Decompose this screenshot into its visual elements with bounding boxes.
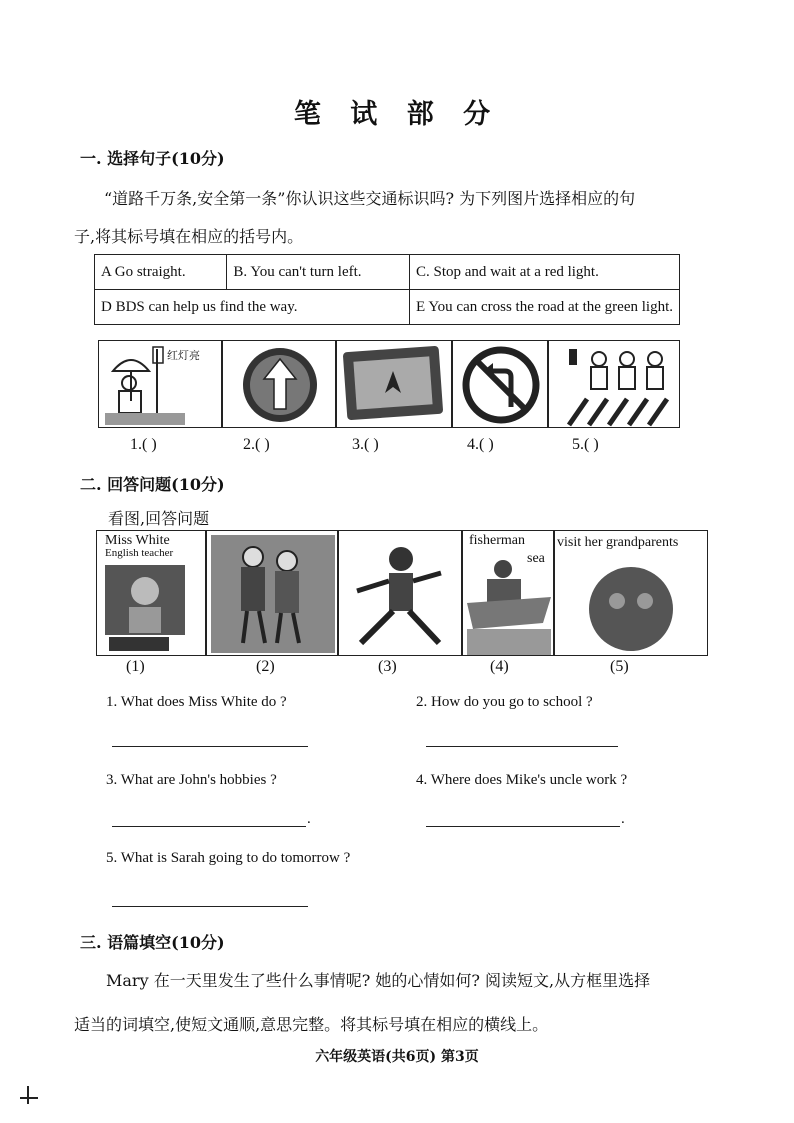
answer-line-5[interactable] <box>112 906 308 907</box>
question-2: 2. How do you go to school ? <box>416 694 593 710</box>
question-5: 5. What is Sarah going to do tomorrow ? <box>106 850 351 866</box>
traffic-picture-3 <box>336 340 452 428</box>
section-3-line1: Mary 在一天里发生了些什么事情呢? 她的心情如何? 阅读短文,从方框里选择 <box>106 971 651 990</box>
english-teacher-caption: English teacher <box>105 547 174 559</box>
picture-number-3: (3) <box>378 658 397 675</box>
question-picture-1 <box>96 530 206 656</box>
section-2-intro: 看图,回答问题 <box>108 509 210 528</box>
fisherman-caption: fisherman <box>469 533 525 548</box>
answer-4[interactable]: 4.( ) <box>467 436 494 453</box>
section-1-heading: 一. 选择句子(10分) <box>80 149 225 168</box>
section-3-line2: 适当的词填空,使短文通顺,意思完整。将其标号填在相应的横线上。 <box>74 1015 549 1034</box>
answer-line-3[interactable] <box>112 826 306 827</box>
traffic-picture-5 <box>548 340 680 428</box>
page-title: 笔 试 部 分 <box>293 99 501 130</box>
crosswalk-children-icon <box>549 341 680 428</box>
sea-caption: sea <box>527 551 545 566</box>
traffic-picture-4 <box>452 340 548 428</box>
umbrella-child-icon <box>99 341 222 428</box>
question-picture-2 <box>206 530 338 656</box>
section-1-intro-line1: “道路千万条,安全第一条”你认识这些交通标识吗? 为下列图片选择相应的句 <box>104 189 636 208</box>
answer-2[interactable]: 2.( ) <box>243 436 270 453</box>
children-walking-icon <box>207 531 338 656</box>
question-picture-3 <box>338 530 462 656</box>
kungfu-boy-icon <box>339 531 462 656</box>
section-3-heading: 三. 语篇填空(10分) <box>80 933 225 952</box>
go-straight-sign-icon <box>223 341 336 428</box>
binding-mark-icon <box>16 1082 40 1106</box>
visit-grandparents-caption: visit her grandparents <box>557 535 679 550</box>
answer-3[interactable]: 3.( ) <box>352 436 379 453</box>
miss-white-caption: Miss White <box>105 533 170 548</box>
answer-1[interactable]: 1.( ) <box>130 436 157 453</box>
picture-number-2: (2) <box>256 658 275 675</box>
red-light-label: 红灯亮 <box>167 349 200 362</box>
answer-line-3-period: . <box>307 811 311 827</box>
option-a: A Go straight. <box>95 255 227 290</box>
question-picture-5 <box>554 530 708 656</box>
question-picture-4 <box>462 530 554 656</box>
fisherman-boat-icon <box>463 531 554 656</box>
answer-line-1[interactable] <box>112 746 308 747</box>
traffic-picture-1 <box>98 340 222 428</box>
option-c: C. Stop and wait at a red light. <box>409 255 679 290</box>
option-e: E You can cross the road at the green light. <box>409 290 679 325</box>
section-1-intro-line2: 子,将其标号填在相应的括号内。 <box>74 227 304 246</box>
question-4: 4. Where does Mike's uncle work ? <box>416 772 628 788</box>
answer-line-4-period: . <box>621 811 625 827</box>
question-3: 3. What are John's hobbies ? <box>106 772 277 788</box>
page-footer: 六年级英语(共6页) 第3页 <box>315 1049 479 1065</box>
no-left-turn-sign-icon <box>453 341 548 428</box>
section-2-heading: 二. 回答问题(10分) <box>80 475 225 494</box>
answer-line-2[interactable] <box>426 746 618 747</box>
option-d: D BDS can help us find the way. <box>95 290 410 325</box>
answer-line-4[interactable] <box>426 826 620 827</box>
options-table <box>94 254 680 325</box>
navigation-device-icon <box>337 341 452 428</box>
question-1: 1. What does Miss White do ? <box>106 694 287 710</box>
option-b: B. You can't turn left. <box>227 255 410 290</box>
traffic-picture-2 <box>222 340 336 428</box>
picture-number-5: (5) <box>610 658 629 675</box>
picture-number-4: (4) <box>490 658 509 675</box>
picture-number-1: (1) <box>126 658 145 675</box>
answer-5[interactable]: 5.( ) <box>572 436 599 453</box>
